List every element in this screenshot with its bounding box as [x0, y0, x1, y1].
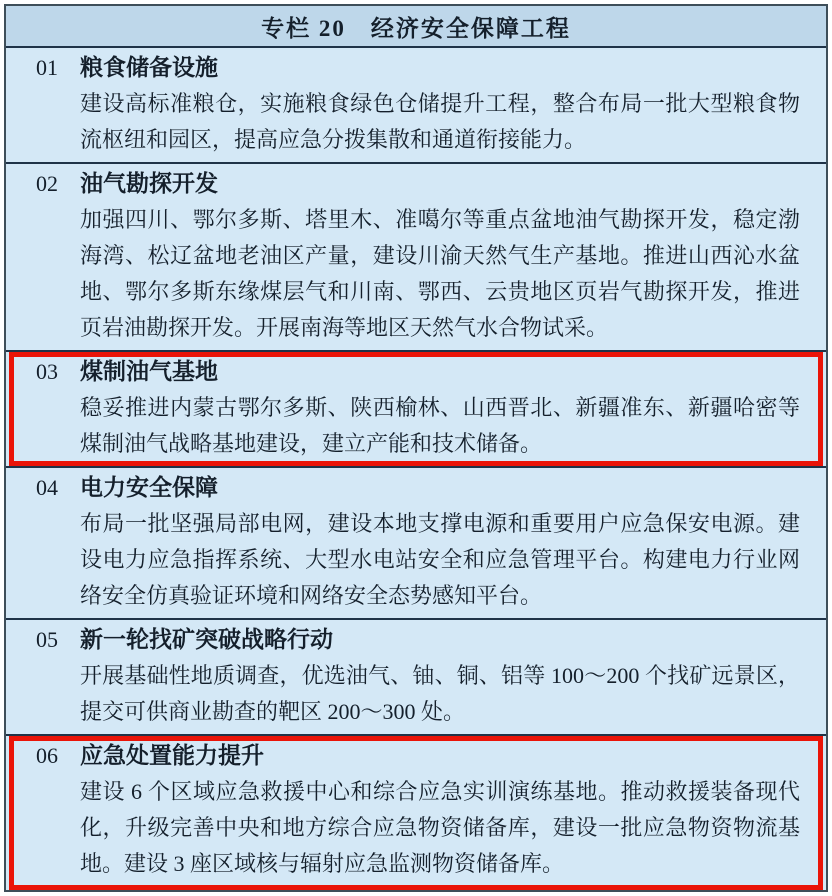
item-02-body: 加强四川、鄂尔多斯、塔里木、准噶尔等重点盆地油气勘探开发，稳定渤海湾、松辽盆地老油区产量，建设川渝天然气生产基地。推进山西沁水盆地、鄂尔多斯东缘煤层气和川南、鄂西、云贵地区页岩气勘探开发，推进页岩油勘探开发。开展南海等地区天然气水合物试采。 — [80, 207, 800, 340]
item-01-body: 建设高标准粮仓，实施粮食绿色仓储提升工程，整合布局一批大型粮食物流枢纽和园区，提高应急分拨集散和通道衔接能力。 — [80, 91, 800, 152]
item-06 — [6, 734, 826, 890]
panel-title: 专栏 20 经济安全保障工程 — [261, 15, 571, 41]
column-panel — [4, 4, 828, 892]
item-06-body: 建设 6 个区域应急救援中心和综合应急实训演练基地。推动救援装备现代化，升级完善中央和地方综合应急物资储备库，建设一批应急物资物流基地。建设 3 座区域核与辐射应急监测物资储备库。 — [80, 779, 800, 876]
item-01 — [6, 48, 826, 162]
item-05-number: 05 — [36, 627, 58, 652]
item-02-title: 油气勘探开发 — [80, 171, 218, 196]
item-05-body: 开展基础性地质调查，优选油气、铀、铜、铝等 100～200 个找矿远景区，提交可供商业勘查的靶区 200～300 处。 — [80, 663, 800, 724]
item-03-number: 03 — [36, 359, 58, 384]
item-02-number: 02 — [36, 171, 58, 196]
item-04 — [6, 466, 826, 618]
item-01-number: 01 — [36, 55, 58, 80]
item-03-body: 稳妥推进内蒙古鄂尔多斯、陕西榆林、山西晋北、新疆准东、新疆哈密等煤制油气战略基地建设，建立产能和技术储备。 — [80, 395, 800, 456]
item-01-title: 粮食储备设施 — [80, 55, 218, 80]
item-06-number: 06 — [36, 743, 58, 768]
item-02 — [6, 162, 826, 350]
item-04-body: 布局一批坚强局部电网，建设本地支撑电源和重要用户应急保安电源。建设电力应急指挥系统、大型水电站安全和应急管理平台。构建电力行业网络安全仿真验证环境和网络安全态势感知平台。 — [80, 511, 800, 608]
item-05-title: 新一轮找矿突破战略行动 — [80, 627, 333, 652]
item-05 — [6, 618, 826, 734]
item-03-title: 煤制油气基地 — [80, 359, 218, 384]
item-04-title: 电力安全保障 — [80, 475, 218, 500]
items-container — [6, 48, 826, 890]
panel-title-bar — [6, 6, 826, 48]
item-03 — [6, 350, 826, 466]
item-04-number: 04 — [36, 475, 58, 500]
item-06-title: 应急处置能力提升 — [80, 743, 264, 768]
